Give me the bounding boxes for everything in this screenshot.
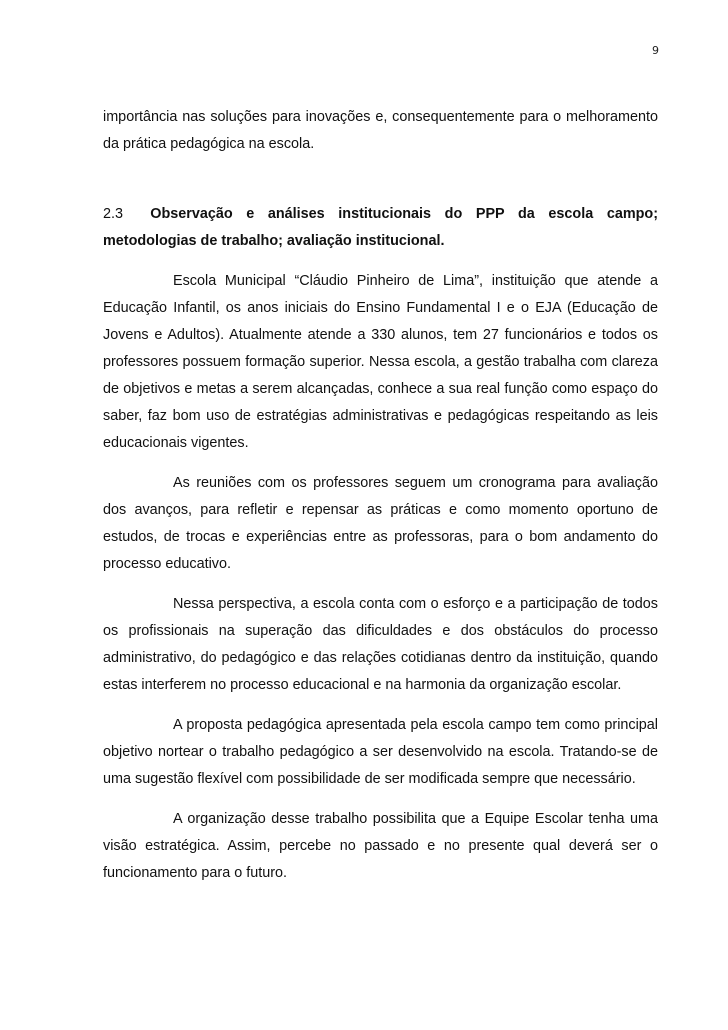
body-paragraph-2: As reuniões com os professores seguem um cronograma para avaliação dos avanços, para refletir e repensar as práticas e como momento oportuno de estudos, de trocas e experiências entre as professoras, para o bom andamento do processo educativo.: [103, 475, 658, 572]
continuation-paragraph: importância nas soluções para inovações e, consequentemente para o melhoramento da prática pedagógica na escola.: [103, 109, 658, 152]
body-paragraph-3: Nessa perspectiva, a escola conta com o esforço e a participação de todos os profissionais na superação das dificuldades e dos obstáculos do processo administrativo, do pedagógico e das relações cotidianas dentro da instituição, quando estas interferem no processo educacional e na harmonia da organização escolar.: [103, 596, 658, 693]
body-paragraph-1: Escola Municipal “Cláudio Pinheiro de Lima”, instituição que atende a Educação Infantil, os anos iniciais do Ensino Fundamental I e o EJA (Educação de Jovens e Adultos). Atualmente atende a 330 alunos, tem 27 funcionários e todos os professores possuem formação superior. Nessa escola, a gestão trabalha com clareza de objetivos e metas a serem alcançadas, conhece a sua real função como espaço do saber, faz bom uso de estratégias administrativas e pedagógicas respeitando as leis educacionais vigentes.: [103, 273, 658, 451]
body-paragraph-5: A organização desse trabalho possibilita que a Equipe Escolar tenha uma visão estratégica. Assim, percebe no passado e no presente qual deverá ser o funcionamento para o futuro.: [103, 811, 658, 881]
document-body: [103, 104, 658, 900]
section-heading: [103, 201, 658, 255]
section-number: 2.3: [103, 206, 124, 222]
body-paragraph-4: A proposta pedagógica apresentada pela escola campo tem como principal objetivo nortear o trabalho pedagógico a ser desenvolvido na escola. Tratando-se de uma sugestão flexível com possibilidade de ser modificada sempre que necessário.: [103, 717, 658, 787]
page-number: 9: [652, 44, 659, 57]
section-title: Observação e análises institucionais do PPP da escola campo; metodologias de trabalho; avaliação institucional.: [103, 206, 659, 249]
